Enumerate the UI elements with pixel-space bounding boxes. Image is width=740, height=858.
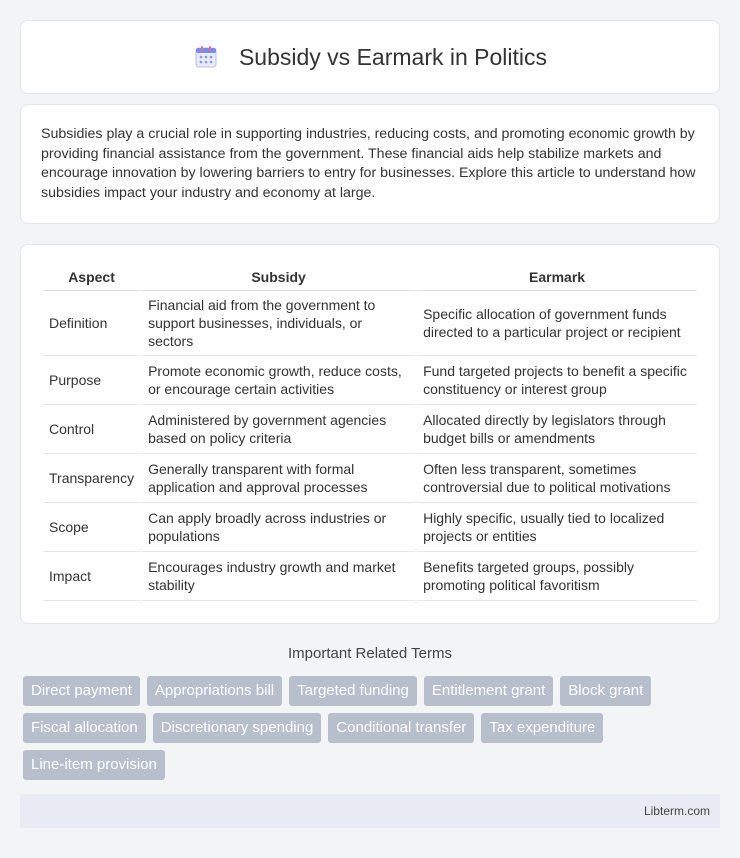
table-row <box>43 356 697 405</box>
earmark-cell: Fund targeted projects to benefit a specific constituency or interest group <box>417 356 697 405</box>
table-row <box>43 503 697 552</box>
aspect-cell: Purpose <box>43 356 140 405</box>
comparison-table-card <box>20 244 720 624</box>
related-term-tag[interactable]: Discretionary spending <box>153 713 322 743</box>
calendar-icon <box>193 44 219 70</box>
column-header-aspect: Aspect <box>43 265 140 291</box>
subsidy-cell: Promote economic growth, reduce costs, or encourage certain activities <box>142 356 415 405</box>
aspect-cell: Impact <box>43 552 140 601</box>
earmark-cell: Highly specific, usually tied to localized projects or entities <box>417 503 697 552</box>
related-term-tag[interactable]: Block grant <box>560 676 651 706</box>
footer-site-link[interactable]: Libterm.com <box>643 804 710 818</box>
table-header-row <box>43 265 697 291</box>
subsidy-cell: Can apply broadly across industries or populations <box>142 503 415 552</box>
table-row <box>43 454 697 503</box>
related-term-tag[interactable]: Direct payment <box>23 676 140 706</box>
table-row <box>43 291 697 356</box>
intro-card <box>20 104 720 224</box>
related-term-tag[interactable]: Appropriations bill <box>147 676 282 706</box>
table-row <box>43 552 697 601</box>
related-term-tag[interactable]: Entitlement grant <box>424 676 553 706</box>
aspect-cell: Control <box>43 405 140 454</box>
related-term-tag[interactable]: Targeted funding <box>289 676 417 706</box>
earmark-cell: Often less transparent, sometimes controversial due to political motivations <box>417 454 697 503</box>
column-header-subsidy: Subsidy <box>142 265 415 291</box>
subsidy-cell: Generally transparent with formal application and approval processes <box>142 454 415 503</box>
subsidy-cell: Encourages industry growth and market stability <box>142 552 415 601</box>
header-card <box>20 20 720 94</box>
subsidy-cell: Administered by government agencies based on policy criteria <box>142 405 415 454</box>
related-term-tag[interactable]: Conditional transfer <box>328 713 474 743</box>
subsidy-cell: Financial aid from the government to support businesses, individuals, or sectors <box>142 291 415 356</box>
page-title: Subsidy vs Earmark in Politics <box>238 43 548 70</box>
footer <box>20 794 720 828</box>
aspect-cell: Definition <box>43 291 140 356</box>
earmark-cell: Allocated directly by legislators through budget bills or amendments <box>417 405 697 454</box>
related-term-tag[interactable]: Tax expenditure <box>481 713 603 743</box>
aspect-cell: Transparency <box>43 454 140 503</box>
related-terms-list <box>23 676 723 787</box>
related-term-tag[interactable]: Line-item provision <box>23 750 165 780</box>
related-terms-title: Important Related Terms <box>288 645 452 662</box>
column-header-earmark: Earmark <box>417 265 697 291</box>
table-row <box>43 405 697 454</box>
aspect-cell: Scope <box>43 503 140 552</box>
related-term-tag[interactable]: Fiscal allocation <box>23 713 146 743</box>
earmark-cell: Specific allocation of government funds directed to a particular project or recipient <box>417 291 697 356</box>
earmark-cell: Benefits targeted groups, possibly promoting political favoritism <box>417 552 697 601</box>
comparison-table <box>41 265 699 601</box>
intro-paragraph: Subsidies play a crucial role in supporting industries, reducing costs, and promoting economic growth by providing financial assistance from the government. These financial aids help stabilize markets and encourage innovation by lowering barriers to entry for businesses. Explore this article to understand how subsidies impact your industry and economy at large. <box>41 126 696 201</box>
